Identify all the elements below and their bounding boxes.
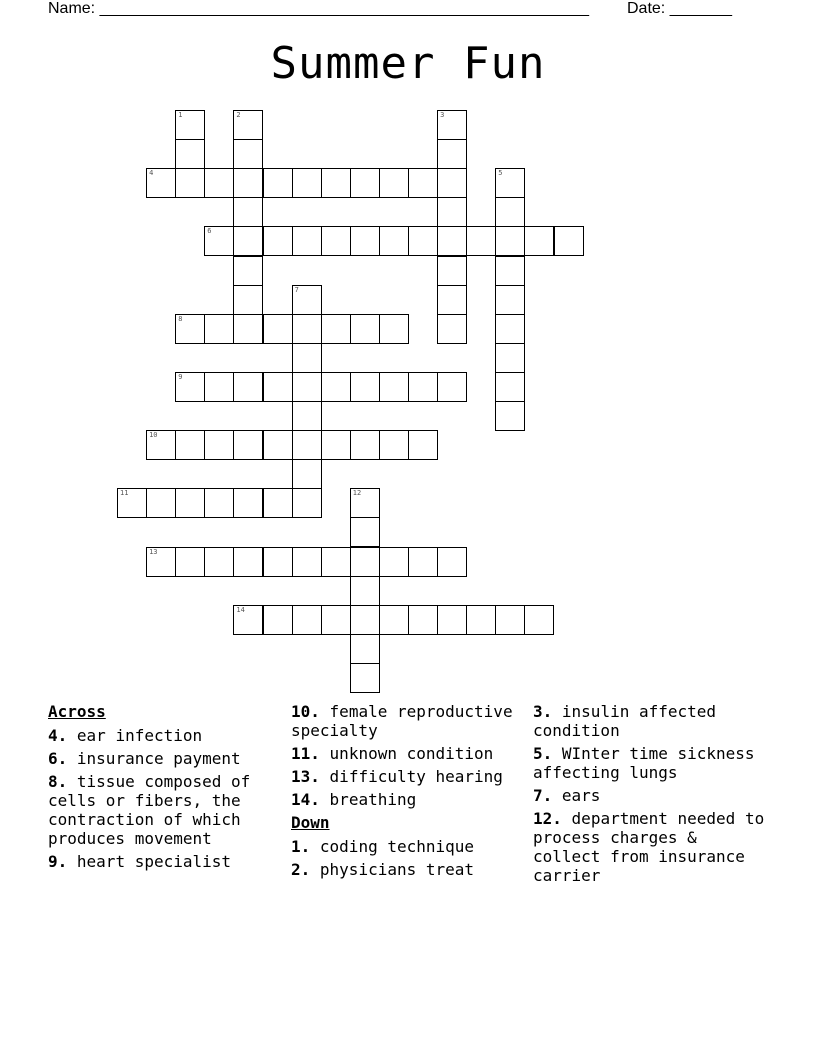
clue-number: 14 — [236, 605, 245, 614]
grid-cell[interactable] — [263, 547, 293, 577]
grid-cell[interactable] — [233, 110, 263, 140]
grid-cell[interactable] — [233, 314, 263, 344]
grid-cell[interactable] — [233, 139, 263, 169]
grid-cell[interactable] — [350, 634, 380, 664]
grid-cell[interactable] — [263, 372, 293, 402]
grid-cell[interactable] — [350, 663, 380, 693]
grid-cell[interactable] — [495, 343, 525, 373]
clue-number: 13 — [149, 547, 158, 556]
grid-cell[interactable] — [379, 372, 409, 402]
across-clue: 10. female reproductive specialty — [291, 702, 513, 740]
grid-cell[interactable] — [350, 226, 380, 256]
grid-cell[interactable] — [263, 226, 293, 256]
down-clue: 12. department needed to process charges & collect from insurance carrier — [533, 809, 765, 885]
grid-cell[interactable] — [146, 168, 176, 198]
grid-cell[interactable] — [263, 488, 293, 518]
grid-cell[interactable] — [233, 372, 263, 402]
grid-cell[interactable] — [292, 401, 322, 431]
grid-cell[interactable] — [437, 226, 467, 256]
clue-number: 7 — [294, 285, 299, 294]
grid-cell[interactable] — [350, 517, 380, 547]
grid-cell[interactable] — [263, 430, 293, 460]
grid-cell[interactable] — [233, 197, 263, 227]
grid-cell[interactable] — [495, 256, 525, 286]
grid-cell[interactable] — [175, 372, 205, 402]
grid-cell[interactable] — [292, 285, 322, 315]
grid-cell[interactable] — [321, 226, 351, 256]
grid-cell[interactable] — [437, 256, 467, 286]
grid-cell[interactable] — [408, 372, 438, 402]
grid-cell[interactable] — [233, 226, 263, 256]
down-clue: 3. insulin affected condition — [533, 702, 717, 740]
grid-cell[interactable] — [408, 605, 438, 635]
grid-cell[interactable] — [524, 605, 554, 635]
clue-number: 1 — [178, 111, 183, 119]
grid-cell[interactable] — [292, 226, 322, 256]
across-clue: 9. heart specialist — [48, 852, 232, 871]
clue-number: 5 — [498, 169, 503, 178]
grid-cell[interactable] — [292, 547, 322, 577]
grid-cell[interactable] — [437, 110, 467, 140]
grid-cell[interactable] — [437, 168, 467, 198]
grid-cell[interactable] — [292, 372, 322, 402]
grid-cell[interactable] — [175, 314, 205, 344]
grid-cell[interactable] — [495, 285, 525, 315]
grid-cell[interactable] — [175, 139, 205, 169]
grid-cell[interactable] — [379, 547, 409, 577]
clue-column-2 — [291, 702, 519, 883]
grid-cell[interactable] — [321, 605, 351, 635]
down-heading: Down — [291, 813, 330, 832]
grid-cell[interactable] — [233, 488, 263, 518]
down-clue: 1. coding technique — [291, 837, 475, 856]
clue-column-1 — [48, 702, 280, 875]
grid-cell[interactable] — [437, 605, 467, 635]
grid-cell[interactable] — [321, 372, 351, 402]
grid-cell[interactable] — [204, 314, 234, 344]
grid-cell[interactable] — [263, 605, 293, 635]
across-clue: 13. difficulty hearing — [291, 767, 503, 786]
grid-cell[interactable] — [350, 372, 380, 402]
grid-cell[interactable] — [321, 547, 351, 577]
grid-cell[interactable] — [292, 488, 322, 518]
grid-cell[interactable] — [175, 430, 205, 460]
grid-cell[interactable] — [204, 430, 234, 460]
grid-cell[interactable] — [146, 488, 176, 518]
grid-cell[interactable] — [554, 226, 584, 256]
grid-cell[interactable] — [350, 488, 380, 518]
grid-cell[interactable] — [437, 547, 467, 577]
grid-cell[interactable] — [379, 168, 409, 198]
grid-cell[interactable] — [204, 547, 234, 577]
grid-cell[interactable] — [233, 430, 263, 460]
grid-cell[interactable] — [263, 314, 293, 344]
grid-cell[interactable] — [350, 168, 380, 198]
grid-cell[interactable] — [233, 256, 263, 286]
grid-cell[interactable] — [379, 226, 409, 256]
page-title: Summer Fun — [270, 38, 546, 89]
grid-cell[interactable] — [350, 576, 380, 606]
clue-number: 10 — [149, 431, 158, 440]
clue-number: 6 — [207, 227, 212, 236]
grid-cell[interactable] — [204, 488, 234, 518]
across-clue: 6. insurance payment — [48, 749, 241, 768]
grid-cell[interactable] — [233, 168, 263, 198]
grid-cell[interactable] — [437, 372, 467, 402]
grid-cell[interactable] — [495, 314, 525, 344]
clue-number: 4 — [149, 169, 154, 178]
grid-cell[interactable] — [379, 605, 409, 635]
grid-cell[interactable] — [292, 168, 322, 198]
grid-cell[interactable] — [292, 459, 322, 489]
down-clue: 7. ears — [533, 786, 601, 805]
grid-cell[interactable] — [175, 168, 205, 198]
grid-cell[interactable] — [379, 314, 409, 344]
across-clue: 8. tissue composed of cells or fibers, the contraction of which produces movement — [48, 772, 251, 848]
grid-cell[interactable] — [204, 226, 234, 256]
across-heading: Across — [48, 702, 106, 721]
down-clue: 5. WInter time sickness affecting lungs — [533, 744, 755, 782]
clue-number: 8 — [178, 314, 183, 323]
grid-cell[interactable] — [233, 285, 263, 315]
grid-cell[interactable] — [437, 197, 467, 227]
clue-number: 12 — [352, 489, 362, 498]
clue-number: 2 — [236, 111, 241, 119]
grid-cell[interactable] — [408, 226, 438, 256]
clue-column-3 — [533, 702, 765, 889]
across-clue: 14. breathing — [291, 790, 417, 809]
grid-cell[interactable] — [146, 430, 176, 460]
grid-cell[interactable] — [146, 547, 176, 577]
grid-cell[interactable] — [350, 314, 380, 344]
across-clue: 4. ear infection — [48, 726, 203, 745]
grid-cell[interactable] — [495, 605, 525, 635]
grid-cell[interactable] — [437, 314, 467, 344]
grid-cell[interactable] — [466, 605, 496, 635]
grid-cell[interactable] — [321, 168, 351, 198]
grid-cell[interactable] — [321, 430, 351, 460]
grid-cell[interactable] — [350, 605, 380, 635]
grid-cell[interactable] — [233, 547, 263, 577]
grid-cell[interactable] — [495, 372, 525, 402]
grid-cell[interactable] — [495, 168, 525, 198]
clue-number: 11 — [120, 489, 129, 498]
date-field-line: Date: _______ — [627, 0, 732, 17]
grid-cell[interactable] — [495, 197, 525, 227]
grid-cell[interactable] — [524, 226, 554, 256]
grid-cell[interactable] — [175, 488, 205, 518]
grid-cell[interactable] — [117, 488, 147, 518]
grid-cell[interactable] — [495, 226, 525, 256]
grid-cell[interactable] — [292, 430, 322, 460]
clue-number: 9 — [178, 372, 183, 381]
grid-cell[interactable] — [204, 168, 234, 198]
grid-cell[interactable] — [233, 605, 263, 635]
down-clue: 2. physicians treat — [291, 860, 475, 879]
grid-cell[interactable] — [437, 139, 467, 169]
grid-cell[interactable] — [292, 343, 322, 373]
grid-cell[interactable] — [495, 401, 525, 431]
grid-cell[interactable] — [204, 372, 234, 402]
grid-cell[interactable] — [350, 547, 380, 577]
grid-cell[interactable] — [466, 226, 496, 256]
grid-cell[interactable] — [437, 285, 467, 315]
clue-number: 3 — [440, 111, 445, 119]
across-clue: 11. unknown condition — [291, 744, 494, 763]
grid-cell[interactable] — [408, 547, 438, 577]
grid-cell[interactable] — [379, 430, 409, 460]
grid-cell[interactable] — [408, 430, 438, 460]
name-field-line: Name: _______________________________________________________ — [48, 0, 589, 17]
grid-cell[interactable] — [408, 168, 438, 198]
grid-cell[interactable] — [175, 547, 205, 577]
grid-cell[interactable] — [350, 430, 380, 460]
grid-cell[interactable] — [292, 314, 322, 344]
grid-cell[interactable] — [175, 110, 205, 140]
grid-cell[interactable] — [321, 314, 351, 344]
grid-cell[interactable] — [263, 168, 293, 198]
grid-cell[interactable] — [292, 605, 322, 635]
